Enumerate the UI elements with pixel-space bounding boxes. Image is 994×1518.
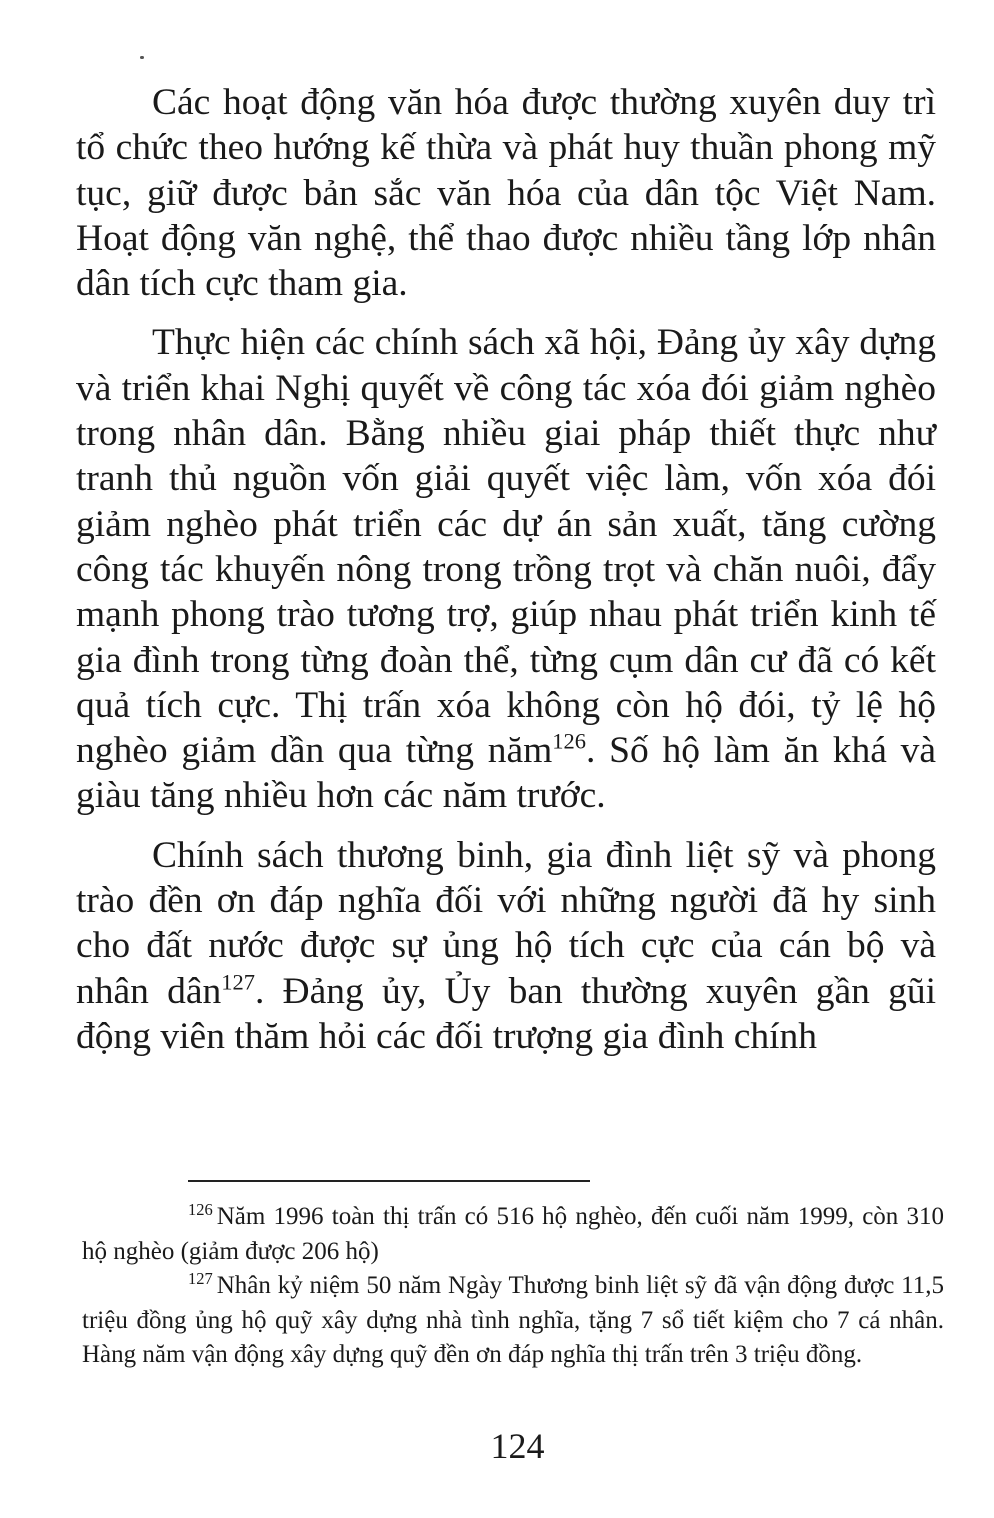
footnote-number: 126 bbox=[188, 1199, 213, 1219]
footnote-divider bbox=[188, 1180, 590, 1182]
paragraph-cultural-activities bbox=[76, 80, 936, 306]
body-text bbox=[76, 80, 936, 1059]
footnote-126 bbox=[82, 1200, 944, 1269]
paragraph-social-policy bbox=[76, 320, 936, 818]
footnote-reference-127: 127 bbox=[221, 969, 255, 995]
paragraph-text: Thực hiện các chính sách xã hội, Đảng ủy xây dựng và triển khai Nghị quyết về công tác xóa đói giảm nghèo trong nhân dân. Bằng nhiều giai pháp thiết thực như tranh thủ nguồn vốn giải quyết việc làm, vốn xóa đói giảm nghèo phát triển các dự án sản xuất, tăng cường công tác khuyến nông trong trồng trọt và chăn nuôi, đẩy mạnh phong trào tương trợ, giúp nhau phát triển kinh tế gia đình trong từng đoàn thể, từng cụm dân cư đã có kết quả tích cực. Thị trấn xóa không còn hộ đói, tỷ lệ hộ nghèo giảm dần qua từng năm bbox=[76, 322, 936, 772]
footnote-reference-126: 126 bbox=[552, 728, 587, 754]
footnote-127 bbox=[82, 1269, 944, 1373]
print-speck bbox=[140, 56, 144, 59]
footnote-text: Nhân kỷ niệm 50 năm Ngày Thương binh liệt sỹ đã vận động được 11,5 triệu đồng ủng hộ quỹ xây dựng nhà tình nghĩa, tặng 7 sổ tiết kiệm cho 7 cá nhân. Hàng năm vận động xây dựng quỹ đền ơn đáp nghĩa thị trấn trên 3 triệu đồng. bbox=[82, 1272, 944, 1368]
footnotes bbox=[82, 1200, 944, 1373]
page-number: 124 bbox=[490, 1426, 545, 1466]
paragraph-text: Chính sách thương binh, gia đình liệt sỹ và phong trào đền ơn đáp nghĩa đối với những người đã hy sinh cho đất nước được sự ủng hộ tích cực của cán bộ và nhân dân bbox=[76, 834, 936, 1012]
paragraph-text: . Đảng ủy, Ủy ban thường xuyên gần gũi động viên thăm hỏi các đối trượng gia đình chính bbox=[76, 970, 937, 1057]
paragraph-text: Các hoạt động văn hóa được thường xuyên duy trì tổ chức theo hướng kế thừa và phát huy thuần phong mỹ tục, giữ được bản sắc văn hóa của dân tộc Việt Nam. Hoạt động văn nghệ, thể thao được nhiều tầng lớp nhân dân tích cực tham gia. bbox=[76, 82, 936, 305]
paragraph-text: . Số hộ làm ăn khá và giàu tăng nhiều hơn các năm trước. bbox=[76, 730, 936, 817]
footnote-number: 127 bbox=[188, 1268, 213, 1288]
paragraph-war-invalids-policy bbox=[76, 833, 936, 1059]
footnote-text: Năm 1996 toàn thị trấn có 516 hộ nghèo, đến cuối năm 1999, còn 310 hộ nghèo (giảm được 206 hộ) bbox=[82, 1203, 944, 1265]
